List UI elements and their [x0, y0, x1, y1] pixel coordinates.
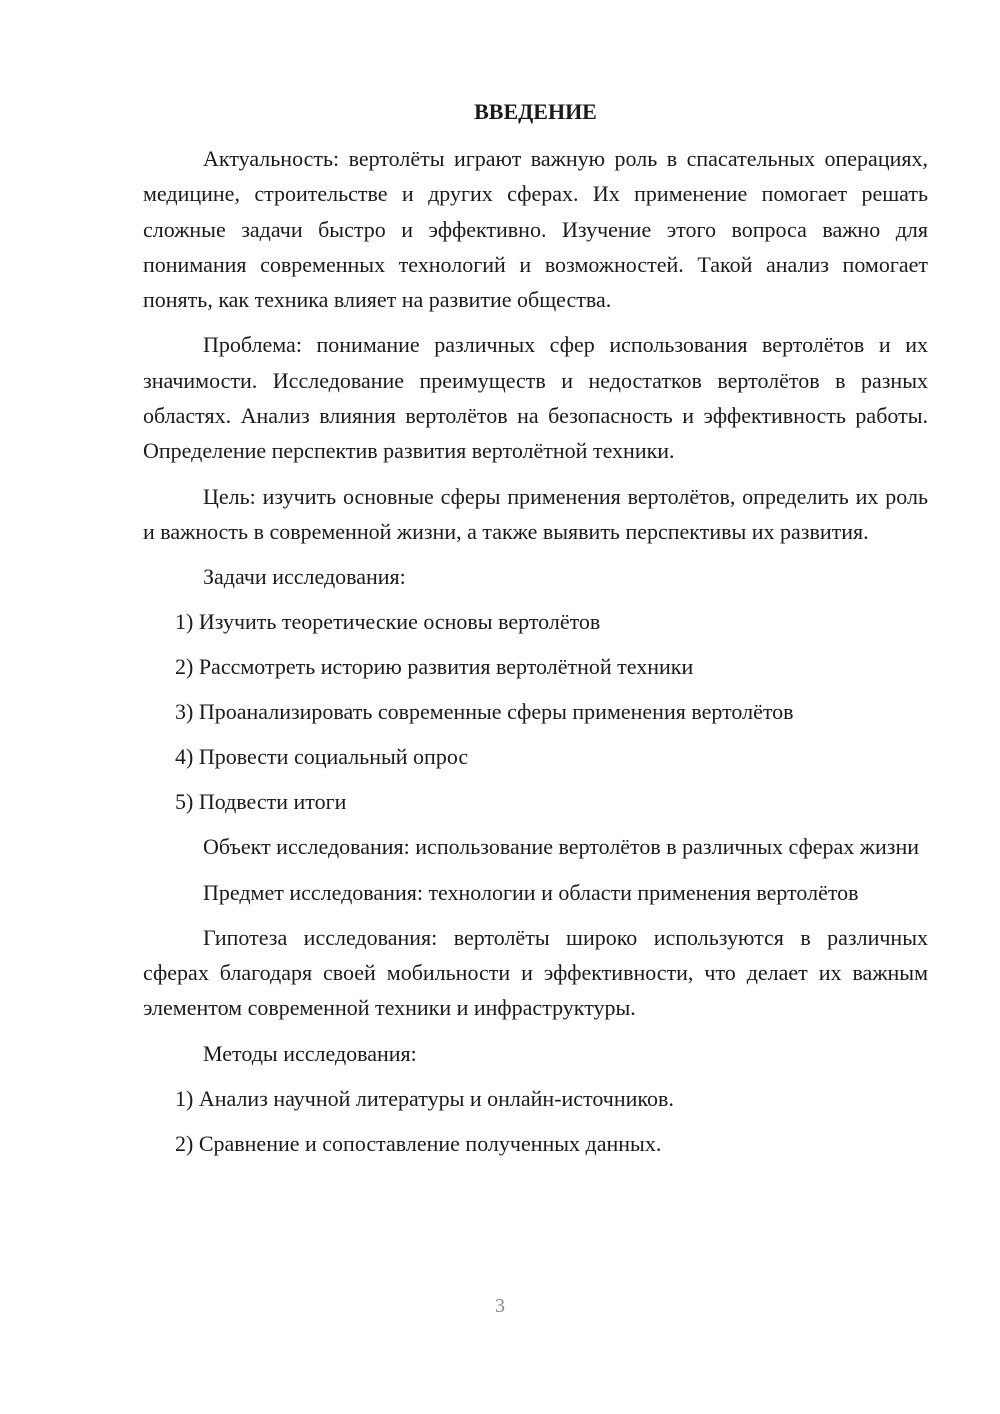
document-page	[143, 94, 928, 1171]
methods-list	[143, 1081, 928, 1161]
page-title: ВВЕДЕНИЕ	[474, 99, 597, 124]
list-item: 1) Анализ научной литературы и онлайн-источников.	[175, 1085, 674, 1111]
list-item: 3) Проанализировать современные сферы применения вертолётов	[175, 699, 794, 725]
methods-heading: Методы исследования:	[203, 1040, 417, 1066]
list-item: 1) Изучить теоретические основы вертолётов	[175, 609, 601, 635]
relevance-paragraph: Актуальность: вертолёты играют важную роль в спасательных операциях, медицине, строительстве и других сферах. Их применение помогает решать сложные задачи быстро и эффективно. Изучение этого вопроса важно для понимания современных технологий и возможностей. Такой анализ помогает понять, как техника влияет на развитие общества.	[143, 146, 928, 313]
hypothesis-paragraph: Гипотеза исследования: вертолёты широко используются в различных сферах благодаря своей мобильности и эффективности, что делает их важным элементом современной техники и инфраструктуры.	[143, 924, 928, 1021]
page-number: 3	[495, 1295, 505, 1317]
list-item: 4) Провести социальный опрос	[175, 744, 469, 770]
tasks-heading: Задачи исследования:	[203, 564, 406, 590]
goal-paragraph: Цель: изучить основные сферы применения вертолётов, определить их роль и важность в современной жизни, а также выявить перспективы их развития.	[143, 483, 928, 544]
list-item: 2) Сравнение и сопоставление полученных данных.	[175, 1130, 662, 1156]
problem-paragraph: Проблема: понимание различных сфер использования вертолётов и их значимости. Исследование преимуществ и недостатков вертолётов в разных областях. Анализ влияния вертолётов на безопасность и эффективность работы. Определение перспектив развития вертолётной техники.	[143, 332, 928, 464]
tasks-list	[143, 604, 928, 819]
list-item: 2) Рассмотреть историю развития вертолётной техники	[175, 654, 694, 680]
object-paragraph: Объект исследования: использование вертолётов в различных сферах жизни	[203, 834, 920, 860]
subject-paragraph: Предмет исследования: технологии и области применения вертолётов	[203, 879, 859, 905]
list-item: 5) Подвести итоги	[175, 789, 347, 815]
